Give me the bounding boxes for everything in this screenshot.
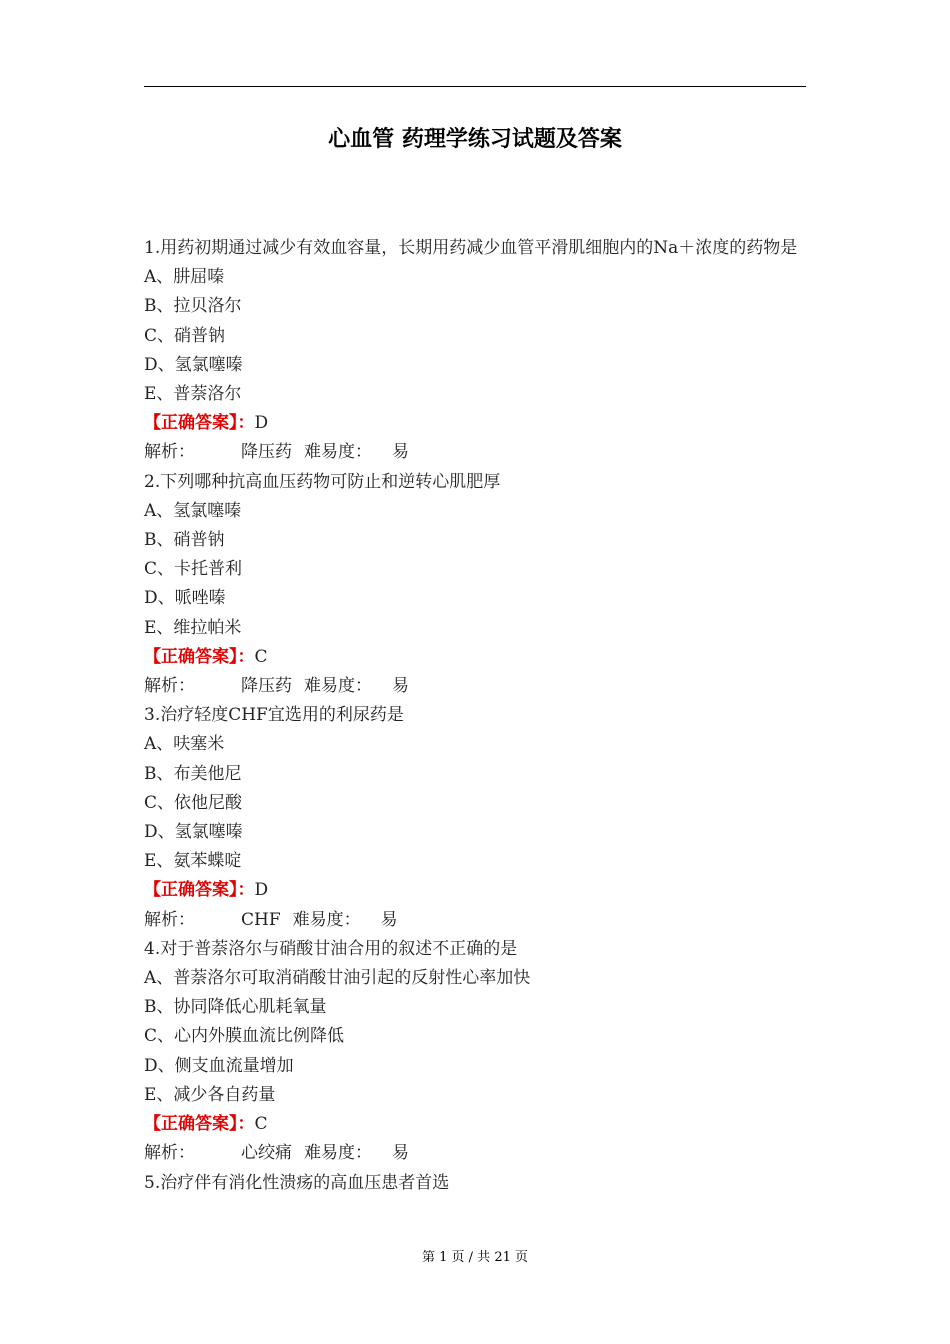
question-stem: 3.治疗轻度CHF宜选用的利尿药是	[144, 705, 404, 726]
option-a: A、肼屈嗪	[144, 267, 225, 288]
question-2	[144, 468, 814, 702]
analysis-value: CHF	[241, 909, 281, 930]
answer-value: D	[254, 413, 269, 434]
question-4	[144, 935, 814, 1169]
option-a: A、普萘洛尔可取消硝酸甘油引起的反射性心率加快	[144, 968, 531, 989]
option-b: B、布美他尼	[144, 763, 242, 784]
difficulty-value: 易	[380, 909, 398, 930]
option-d: D、侧支血流量增加	[144, 1055, 294, 1076]
analysis-label: 解析：	[144, 1143, 195, 1164]
option-c: C、依他尼酸	[144, 792, 243, 813]
analysis-label: 解析：	[144, 676, 195, 697]
difficulty-value: 易	[392, 442, 409, 463]
option-b: B、硝普钠	[144, 530, 225, 551]
option-e: E、氨苯蝶啶	[144, 851, 242, 872]
question-1	[144, 234, 814, 468]
option-c: C、心内外膜血流比例降低	[144, 1026, 345, 1047]
option-b: B、协同降低心肌耗氧量	[144, 997, 327, 1018]
difficulty-label: 难易度：	[304, 676, 372, 697]
question-stem: 1.用药初期通过减少有效血容量，长期用药减少血管平滑肌细胞内的Na＋浓度的药物是	[144, 238, 798, 258]
analysis-label: 解析：	[144, 442, 195, 463]
answer-label: 【正确答案】：	[144, 1114, 255, 1135]
option-e: E、维拉帕米	[144, 617, 242, 638]
analysis-label: 解析：	[144, 909, 195, 930]
page-footer: 第 1 页 / 共 21 页	[422, 1250, 528, 1265]
answer-label: 【正确答案】：	[144, 413, 255, 434]
header-rule	[144, 86, 806, 87]
option-a: A、呋塞米	[144, 734, 225, 755]
difficulty-label: 难易度：	[304, 1143, 372, 1164]
answer-label: 【正确答案】：	[144, 880, 255, 901]
question-3	[144, 701, 814, 935]
option-d: D、哌唑嗪	[144, 588, 226, 609]
answer-line	[144, 643, 814, 672]
option-e: E、减少各自药量	[144, 1084, 276, 1105]
difficulty-value: 易	[392, 1143, 409, 1164]
difficulty-label: 难易度：	[292, 909, 361, 930]
analysis-line	[144, 672, 814, 701]
option-d: D、氢氯噻嗪	[144, 354, 243, 375]
answer-line	[144, 409, 814, 438]
question-stem: 4.对于普萘洛尔与硝酸甘油合用的叙述不正确的是	[144, 938, 518, 959]
answer-line	[144, 1110, 814, 1139]
analysis-line	[144, 438, 814, 467]
question-stem: 2.下列哪种抗高血压药物可防止和逆转心肌肥厚	[144, 471, 501, 492]
option-c: C、硝普钠	[144, 325, 226, 346]
analysis-value: 降压药	[241, 442, 292, 463]
question-list	[144, 234, 814, 1198]
question-stem: 5.治疗伴有消化性溃疡的高血压患者首选	[144, 1172, 450, 1193]
document-title: 心血管 药理学练习试题及答案	[328, 127, 622, 152]
analysis-line	[144, 1139, 814, 1168]
analysis-value: 降压药	[241, 676, 292, 697]
question-5	[144, 1169, 814, 1198]
answer-label: 【正确答案】：	[144, 646, 255, 667]
analysis-line	[144, 906, 814, 935]
difficulty-value: 易	[392, 676, 409, 697]
option-a: A、氢氯噻嗪	[144, 500, 242, 521]
difficulty-label: 难易度：	[304, 442, 372, 463]
answer-value: C	[254, 646, 268, 667]
answer-value: C	[254, 1114, 268, 1135]
answer-value: D	[254, 880, 269, 901]
answer-line	[144, 876, 814, 905]
option-b: B、拉贝洛尔	[144, 296, 242, 317]
analysis-value: 心绞痛	[241, 1143, 292, 1164]
option-c: C、卡托普利	[144, 559, 243, 580]
option-d: D、氢氯噻嗪	[144, 822, 243, 843]
option-e: E、普萘洛尔	[144, 384, 242, 405]
